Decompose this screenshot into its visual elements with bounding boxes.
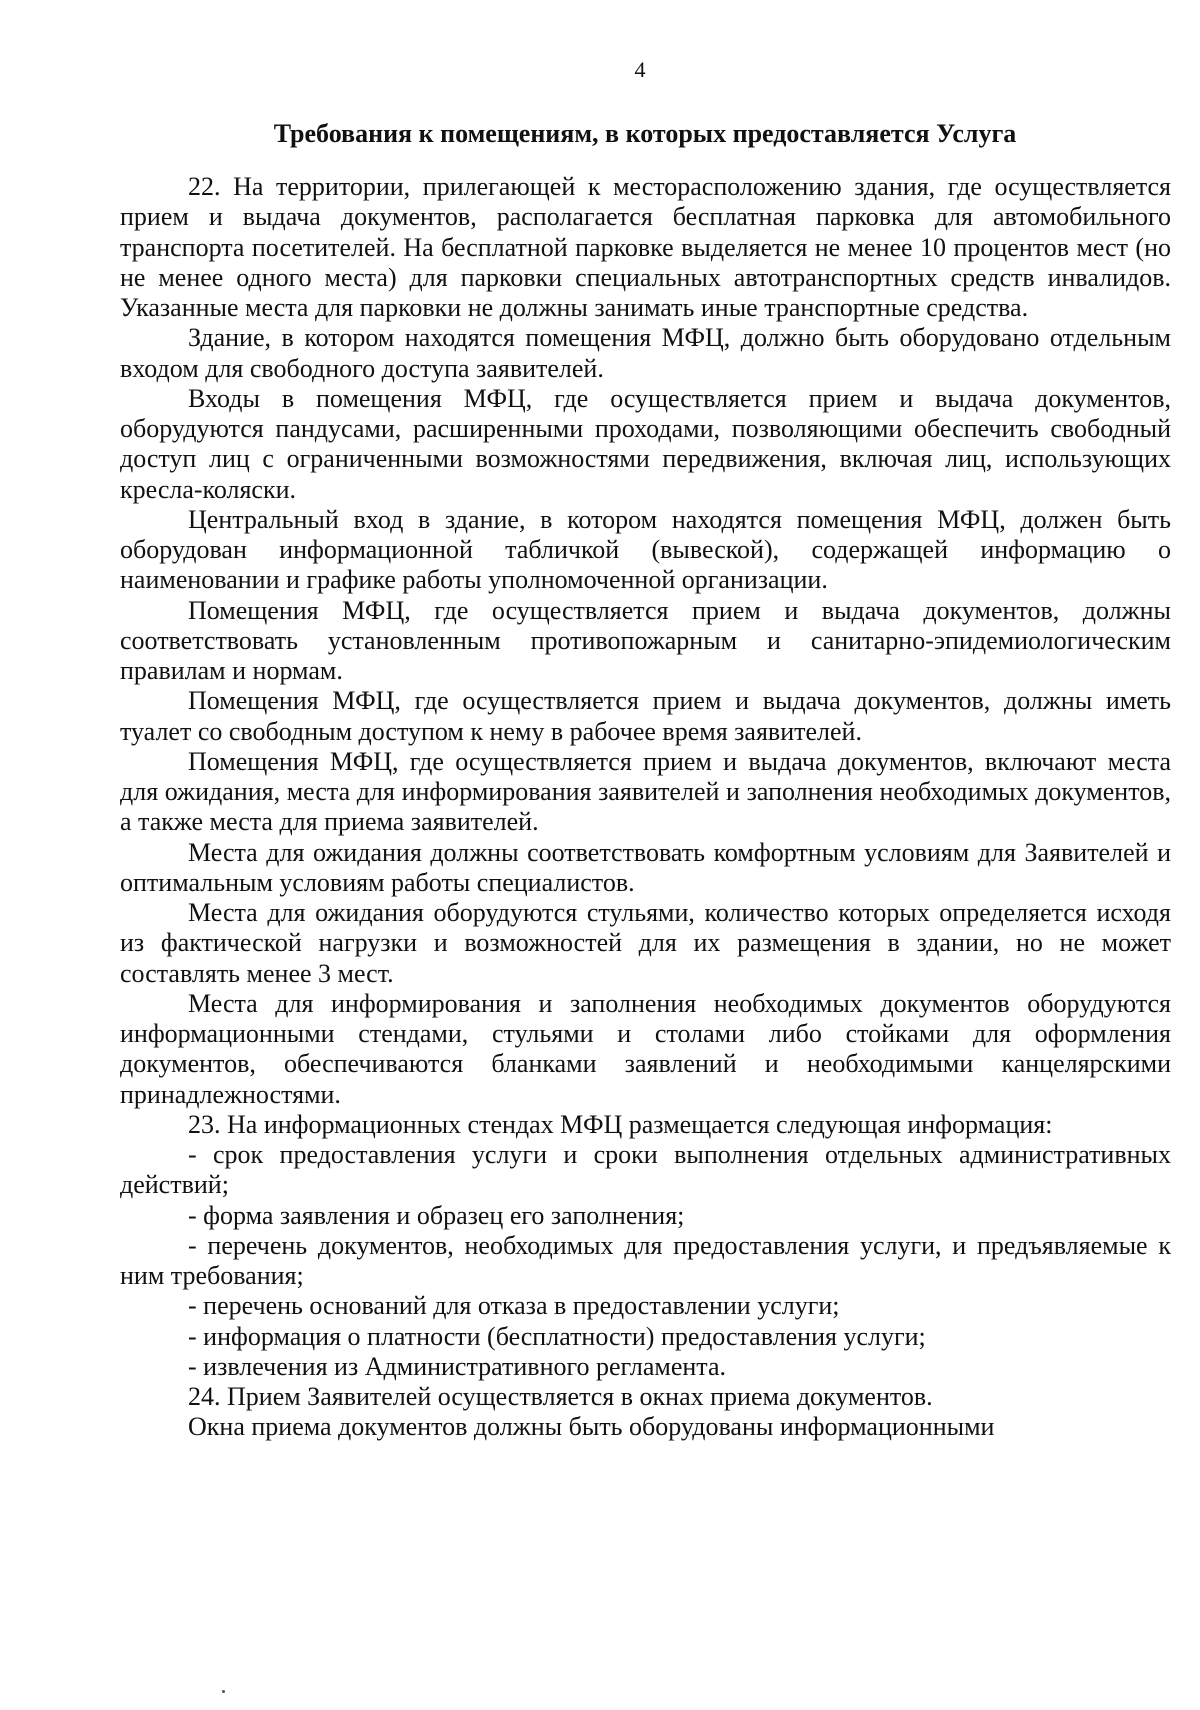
paragraph-ramps: Входы в помещения МФЦ, где осуществляется прием и выдача документов, оборудуются пандусами, расширенными проходами, позволяющими обеспечить свободный доступ лиц с ограниченными возможностями передвижения, включая лиц, использующих кресла-коляски. xyxy=(120,383,1171,504)
list-item-form: - форма заявления и образец его заполнения; xyxy=(188,1200,685,1230)
paragraph-22: 22. На территории, прилегающей к месторасположению здания, где осуществляется прием и выдача документов, располагается бесплатная парковка для автомобильного транспорта посетителей. На бесплатной парковке выделяется не менее 10 процентов мест (но не менее одного места) для парковки специальных автотранспортных средств инвалидов. Указанные места для парковки не должны занимать иные транспортные средства. xyxy=(120,172,1171,322)
paragraph-toilet: Помещения МФЦ, где осуществляется прием и выдача документов, должны иметь туалет со свободным доступом к нему в рабочее время заявителей. xyxy=(120,686,1171,746)
list-item-fee: - информация о платности (бесплатности) предоставления услуги; xyxy=(188,1321,926,1351)
list-item-regulation: - извлечения из Административного регламента. xyxy=(188,1351,727,1381)
paragraph-waiting-comfort: Места для ожидания должны соответствовать комфортным условиям для Заявителей и оптимальным условиям работы специалистов. xyxy=(120,837,1171,897)
paragraph-info-places: Места для информирования и заполнения необходимых документов оборудуются информационными стендами, стульями и столами либо стойками для оформления документов, обеспечиваются бланками заявлений и необходимыми канцелярскими принадлежностями. xyxy=(120,988,1171,1109)
paragraph-building-entrance: Здание, в котором находятся помещения МФЦ, должно быть оборудовано отдельным входом для свободного доступа заявителей. xyxy=(120,323,1171,383)
section-heading: Требования к помещениям, в которых предоставляется Услуга xyxy=(273,119,1017,148)
paragraph-places: Помещения МФЦ, где осуществляется прием и выдача документов, включают места для ожидания, места для информирования заявителей и заполнения необходимых документов, а также места для приема заявителей. xyxy=(120,746,1171,837)
paragraph-windows: Окна приема документов должны быть оборудованы информационными xyxy=(188,1412,995,1442)
paragraph-central-entrance: Центральный вход в здание, в котором находятся помещения МФЦ, должен быть оборудован информационной табличкой (вывеской), содержащей информацию о наименовании и графике работы уполномоченной организации. xyxy=(120,504,1171,595)
list-item-deadlines: - срок предоставления услуги и сроки выполнения отдельных административных действий; xyxy=(120,1140,1171,1200)
paragraph-waiting-chairs: Места для ожидания оборудуются стульями, количество которых определяется исходя из фактической нагрузки и возможностей для их размещения в здании, но не может составлять менее 3 мест. xyxy=(120,898,1171,988)
document-body xyxy=(120,172,1171,1443)
paragraph-fire-safety: Помещения МФЦ, где осуществляется прием и выдача документов, должны соответствовать установленным противопожарным и санитарно-эпидемиологическим правилам и нормам. xyxy=(120,595,1171,685)
list-item-refusal: - перечень оснований для отказа в предоставлении услуги; xyxy=(188,1291,840,1321)
list-item-documents: - перечень документов, необходимых для предоставления услуги, и предъявляемые к ним требования; xyxy=(120,1230,1171,1290)
scan-speck xyxy=(222,1690,225,1693)
paragraph-24: 24. Прием Заявителей осуществляется в окнах приема документов. xyxy=(188,1382,933,1411)
page-number: 4 xyxy=(634,57,646,82)
paragraph-23: 23. На информационных стендах МФЦ размещается следующая информация: xyxy=(188,1109,1053,1139)
